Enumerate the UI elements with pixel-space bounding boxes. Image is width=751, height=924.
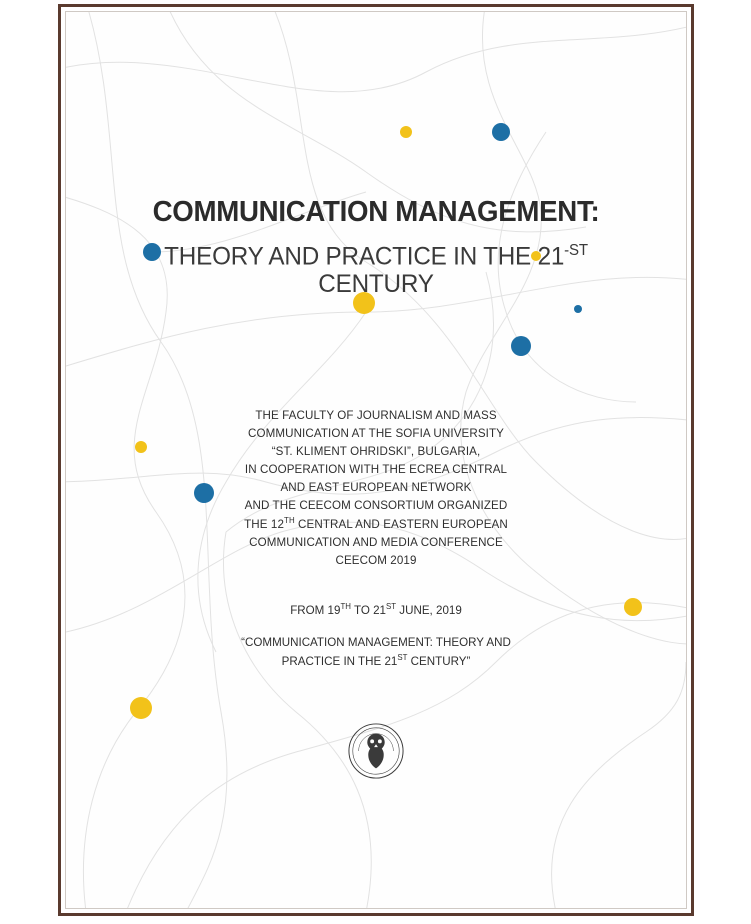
credits-line-ordinal: [186, 515, 566, 534]
credits-line: COMMUNICATION AND MEDIA CONFERENCE: [249, 535, 503, 549]
page-title: COMMUNICATION MANAGEMENT:: [152, 196, 600, 228]
cover-frame: [58, 4, 694, 916]
theme-ordinal-pre: PRACTICE IN THE 21: [281, 654, 398, 668]
dates-pre: FROM 19: [290, 603, 341, 617]
subtitle-ordinal-suffix: -ST: [564, 242, 588, 260]
subtitle-text-pre: THEORY AND PRACTICE IN THE 21: [164, 242, 565, 271]
cover-content: [66, 12, 686, 908]
dates-ordinal-2: ST: [385, 602, 397, 611]
credits-ordinal-post: CENTRAL AND EASTERN EUROPEAN: [294, 517, 508, 531]
credits-line: THE FACULTY OF JOURNALISM AND MASS: [255, 409, 497, 422]
credits-line: IN COOPERATION WITH THE ECREA CENTRAL: [244, 462, 508, 476]
credits-line: COMMUNICATION AT THE SOFIA UNIVERSITY: [248, 426, 504, 440]
credits-ordinal-pre: THE 12: [244, 517, 285, 531]
dates-mid: TO 21: [350, 603, 386, 617]
theme-ordinal-suffix: ST: [397, 652, 408, 662]
cover-inner-border: [65, 11, 687, 909]
sofia-university-seal-icon: [347, 722, 405, 780]
subtitle-text-post: CENTURY: [318, 270, 434, 299]
conference-dates: [66, 601, 686, 620]
credits-line: CEECOM 2019: [335, 553, 417, 567]
page-subtitle: [104, 242, 647, 298]
theme-ordinal-post: CENTURY”: [407, 654, 471, 668]
credits-line: AND EAST EUROPEAN NETWORK: [280, 480, 472, 494]
credits-block: [66, 407, 686, 570]
theme-line: “COMMUNICATION MANAGEMENT: THEORY AND: [241, 636, 511, 649]
credits-line: AND THE CEECOM CONSORTIUM ORGANIZED: [244, 498, 508, 512]
conference-theme: [66, 634, 686, 671]
credits-line: “ST. KLIMENT OHRIDSKI”, BULGARIA,: [271, 444, 481, 458]
dates-post: JUNE, 2019: [396, 603, 462, 617]
dates-ordinal-1: TH: [340, 602, 351, 611]
credits-ordinal-suffix: TH: [284, 515, 295, 525]
title-block: [66, 197, 686, 299]
theme-line-ordinal: [196, 652, 556, 671]
